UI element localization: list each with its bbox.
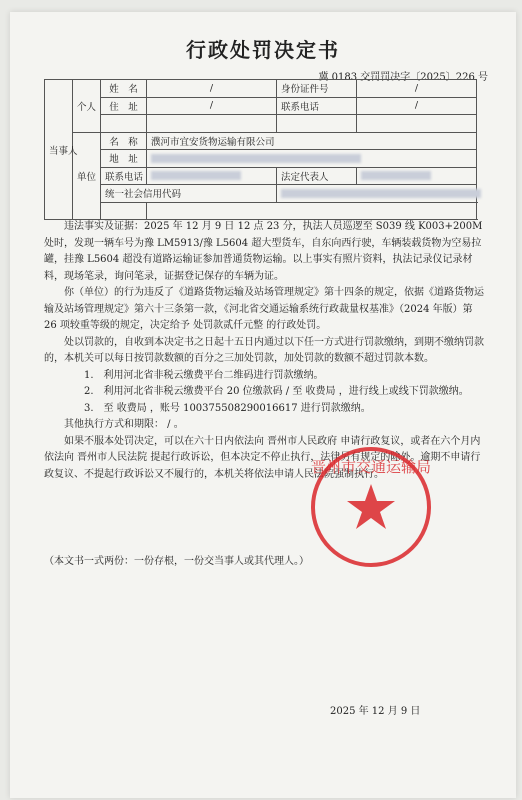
unit-phone-label: 联系电话 — [101, 167, 147, 185]
credit-code-label: 统一社会信用代码 — [101, 185, 277, 203]
name-label: 姓 名 — [101, 80, 147, 98]
issue-date: 2025 年 12 月 9 日 — [330, 706, 421, 717]
svg-text:晋州市交通运输局: 晋州市交通运输局 — [310, 458, 432, 476]
appeal-paragraph: 如果不服本处罚决定，可以在六十日内依法向 晋州市人民政府 申请行政复议，或者在六个月内依法向 晋州市人民法院 提起行政诉讼，但本决定不停止执行，法律另有规定的除外。逾期不申请行政复议、不提起行政诉讼又不履行的，本机关将依法申请人民法院强制执行。 — [44, 435, 481, 480]
legal-rep-label: 法定代表人 — [277, 167, 357, 185]
official-seal — [306, 442, 436, 572]
facts-paragraph: 违法事实及证据：2025 年 12 月 9 日 12 点 23 分，执法人员巡逻至 S039 线 K003+200M 处时，发现一辆车号为豫 LM5913/豫 L5604 超大型货车，自东向西行驶，车辆装载货物为空易拉罐，挂豫 L5604 超没有道路运输证参加普通货物运输。以上事实有照片资料，执法记录仪记录材料，现场笔录，询问笔录，证据登记保存的车辆为证。 — [44, 221, 483, 282]
id-value: / — [357, 80, 477, 98]
party-label: 当事人 — [45, 80, 73, 220]
id-label: 身份证件号 — [277, 80, 357, 98]
unit-phone-redacted — [147, 167, 277, 185]
document-title: 行政处罚决定书 — [186, 38, 340, 62]
unit-name-label: 名 称 — [101, 132, 147, 150]
credit-code-redacted — [277, 185, 477, 203]
payment-option-3: 3. 至 收费局 ，账号 100375508290016617 进行罚款缴纳。 — [84, 402, 371, 414]
phone-label: 联系电话 — [277, 97, 357, 115]
individual-label: 个人 — [73, 80, 101, 133]
address-value: / — [147, 97, 277, 115]
copies-note: （本文书一式两份：一份存根，一份交当事人或其代理人。） — [44, 556, 309, 567]
violation-paragraph: 你（单位）的行为违反了《道路货物运输及站场管理规定》第十四条的规定，依据《道路货物运输及站场管理规定》第六十三条第一款，《河北省交通运输系统行政裁量权基准》（2024 年版）第 26 项较重等级的规定，决定给予 处罚款贰仟元整 的行政处罚。 — [44, 287, 484, 331]
unit-label: 单位 — [73, 132, 101, 220]
unit-address-redacted — [147, 150, 477, 168]
address-label: 住 址 — [101, 97, 147, 115]
payment-option-1: 1. 利用河北省非税云缴费平台二维码进行罚款缴纳。 — [84, 369, 324, 381]
document-number: 冀 0183 交罚罚决字〔2025〕226 号 — [318, 72, 488, 83]
unit-name-value: 濮河市宜安货物运输有限公司 — [147, 132, 477, 150]
payment-option-2: 2. 利用河北省非税云缴费平台 20 位缴款码 / 至 收费局 ，进行线上或线下罚款缴纳。 — [84, 386, 469, 397]
party-table — [44, 79, 477, 220]
phone-value: / — [357, 97, 477, 115]
other-method: 其他执行方式和期限： / 。 — [64, 419, 184, 430]
legal-rep-redacted — [357, 167, 477, 185]
payment-paragraph: 处以罚款的，自收到本决定书之日起十五日内通过以下任一方式进行罚款缴纳，到期不缴纳罚款的，本机关可以每日按罚款数额的百分之三加处罚款，加处罚款的数额不超过罚款本数。 — [44, 336, 484, 364]
name-value: / — [147, 80, 277, 98]
document-page — [10, 12, 516, 798]
unit-address-label: 地 址 — [101, 150, 147, 168]
